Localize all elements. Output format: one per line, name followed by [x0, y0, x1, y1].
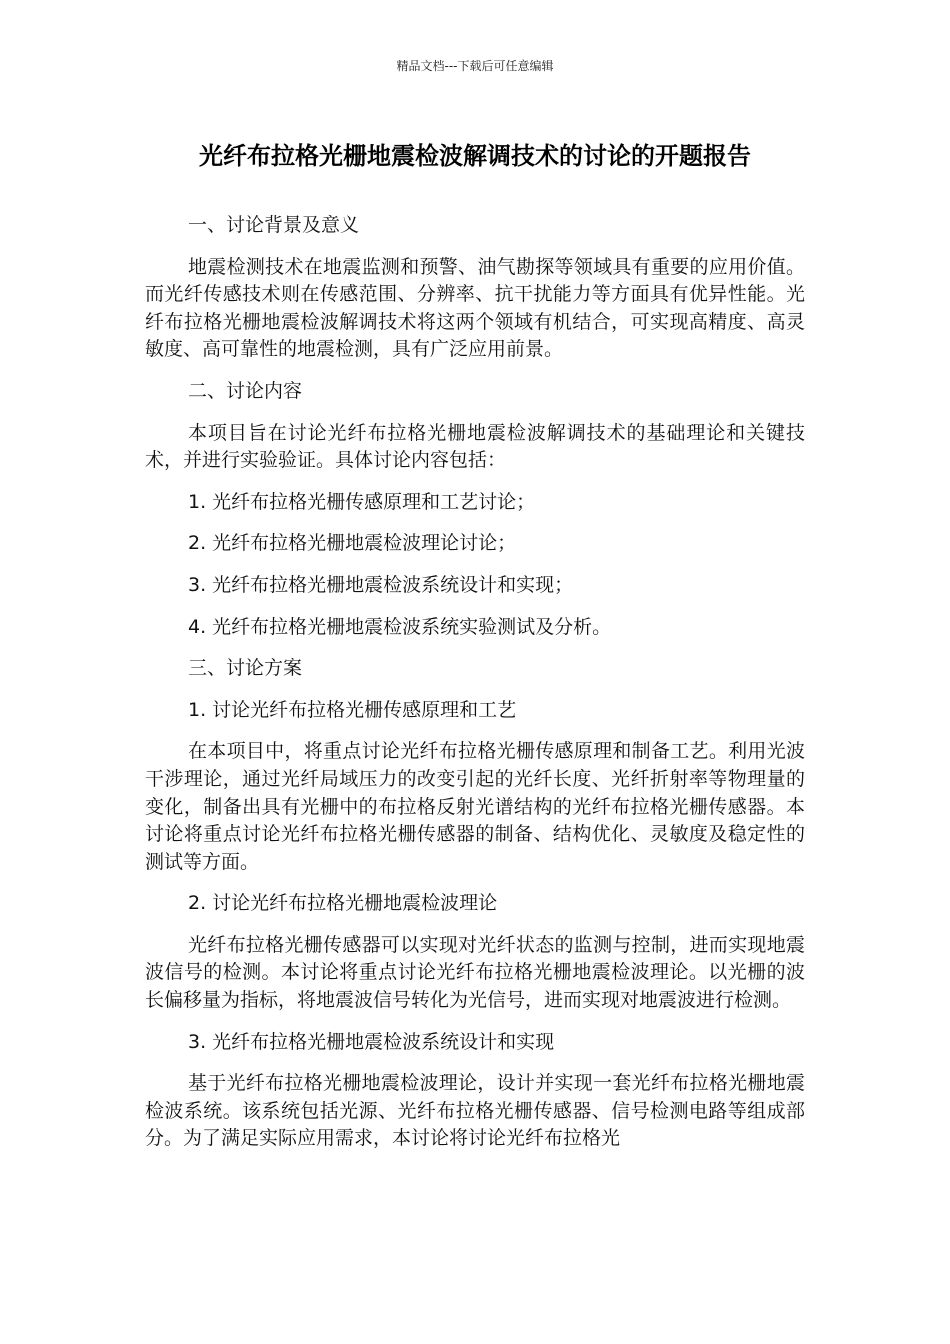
- section-heading-background: 一、讨论背景及意义: [188, 214, 360, 236]
- document-title: 光纤布拉格光栅地震检波解调技术的讨论的开题报告: [199, 142, 751, 170]
- section-heading-plan: 三、讨论方案: [188, 657, 303, 680]
- list-item-3: 3. 光纤布拉格光栅地震检波系统设计和实现；: [188, 573, 574, 596]
- paragraph-plan-2: 光纤布拉格光栅传感器可以实现对光纤状态的监测与控制，进而实现地震波信号的检测。本讨论将重点讨论光纤布拉格光栅地震检波理论。以光栅的波长偏移量为指标，将地震波信号转化为光信号，进而实现对地震波进行检测。: [145, 933, 805, 1012]
- list-item-2: 2. 光纤布拉格光栅地震检波理论讨论；: [188, 532, 517, 555]
- subheading-1: 1. 讨论光纤布拉格光栅传感原理和工艺: [188, 698, 517, 721]
- subheading-3: 3. 光纤布拉格光栅地震检波系统设计和实现: [188, 1030, 555, 1053]
- list-item-4: 4. 光纤布拉格光栅地震检波系统实验测试及分析。: [188, 615, 612, 638]
- paragraph-plan-3: 基于光纤布拉格光栅地震检波理论，设计并实现一套光纤布拉格光栅地震检波系统。该系统包括光源、光纤布拉格光栅传感器、信号检测电路等组成部分。为了满足实际应用需求，本讨论将讨论光纤布拉格光: [145, 1072, 805, 1150]
- document-body: [145, 212, 805, 1167]
- paragraph-plan-1: 在本项目中，将重点讨论光纤布拉格光栅传感原理和制备工艺。利用光波干涉理论，通过光纤局域压力的改变引起的光纤长度、光纤折射率等物理量的变化，制备出具有光栅中的布拉格反射光谱结构的光纤布拉格光栅传感器。本讨论将重点讨论光纤布拉格光栅传感器的制备、结构优化、灵敏度及稳定性的测试等方面。: [145, 740, 805, 873]
- section-heading-content: 二、讨论内容: [188, 379, 303, 402]
- list-item-1: 1. 光纤布拉格光栅传感原理和工艺讨论；: [188, 490, 536, 513]
- paragraph-content-intro: 本项目旨在讨论光纤布拉格光栅地震检波解调技术的基础理论和关键技术，并进行实验验证。具体讨论内容包括：: [145, 421, 805, 472]
- subheading-2: 2. 讨论光纤布拉格光栅地震检波理论: [188, 892, 498, 915]
- paragraph-background: 地震检测技术在地震监测和预警、油气勘探等领域具有重要的应用价值。而光纤传感技术则在传感范围、分辨率、抗干扰能力等方面具有优异性能。光纤布拉格光栅地震检波解调技术将这两个领域有机结合，可实现高精度、高灵敏度、高可靠性的地震检测，具有广泛应用前景。: [145, 255, 805, 361]
- page-header: 精品文档---下载后可任意编辑: [396, 59, 554, 73]
